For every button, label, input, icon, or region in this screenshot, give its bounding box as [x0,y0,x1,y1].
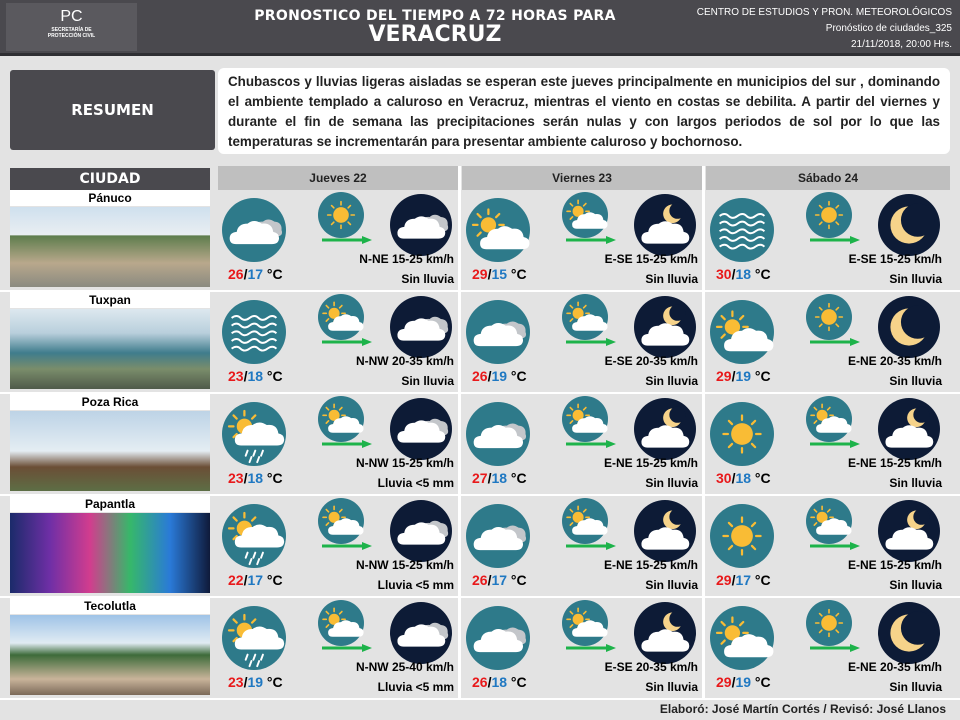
rain-icon [222,606,286,670]
wind-arrow-icon [322,338,372,346]
forecast-cell [462,190,702,290]
temp-unit: °C [507,266,527,282]
forecast-cell [462,394,702,494]
city-photo [10,411,210,491]
forecast-cell [462,598,702,698]
partly-cloudy-icon [466,198,530,262]
fog-icon [222,300,286,364]
product-name: Pronóstico de ciudades_325 [825,23,952,34]
forecast-cell [218,292,458,392]
city-row [0,394,960,494]
city-column-header: CIUDAD [10,168,210,190]
night-cloudy-icon [390,296,452,358]
temp-max: 23 [228,470,244,486]
wind-text: E-SE 20-35 km/h [604,354,698,368]
rain-text: Sin lluvia [645,578,698,592]
partly-cloudy-icon [710,300,774,364]
wind-text: E-NE 20-35 km/h [847,354,942,368]
forecast-cell [218,598,458,698]
temperature [716,572,771,588]
night-moon-icon [878,602,940,664]
wind-text: E-NE 15-25 km/h [603,456,698,470]
temp-min: 19 [247,674,264,690]
rain-text: Sin lluvia [889,272,942,286]
sunny-icon [806,600,852,646]
city-name: Tuxpan [10,292,210,308]
temperature [228,470,283,486]
temp-min: 18 [735,266,752,282]
temp-max: 23 [228,674,244,690]
wind-arrow-icon [810,440,860,448]
temp-separator: / [243,674,248,690]
partly-cloudy-icon [318,294,364,340]
temp-separator: / [487,470,492,486]
summary-label: RESUMEN [10,70,215,150]
logo-main: PC [60,8,83,25]
temp-max: 29 [716,674,732,690]
temp-separator: / [487,368,492,384]
wind-arrow-icon [810,236,860,244]
temp-max: 22 [228,572,244,588]
temp-max: 26 [472,368,488,384]
night-cloudy-icon [390,602,452,664]
temp-separator: / [243,368,248,384]
logo [6,3,137,51]
forecast-cell [462,496,702,596]
rain-text: Sin lluvia [889,374,942,388]
temp-separator: / [487,266,492,282]
temp-separator: / [487,572,492,588]
temp-min: 15 [491,266,508,282]
city-row [0,292,960,392]
wind-text: E-NE 15-25 km/h [847,456,942,470]
partly-cloudy-icon [562,396,608,442]
wind-arrow-icon [810,542,860,550]
partly-cloudy-icon [318,396,364,442]
city-row [0,190,960,290]
temperature [472,266,527,282]
temp-unit: °C [263,674,283,690]
center-name: CENTRO DE ESTUDIOS Y PRON. METEOROLÓGICOS [696,7,952,18]
temp-unit: °C [263,368,283,384]
temp-max: 26 [472,572,488,588]
partly-cloudy-icon [710,606,774,670]
partly-cloudy-icon [562,498,608,544]
cloudy-icon [466,504,530,568]
wind-arrow-icon [322,236,372,244]
city-name: Pánuco [10,190,210,206]
wind-arrow-icon [566,236,616,244]
night-cloudy-icon [390,194,452,256]
sunny-icon [318,192,364,238]
temp-min: 18 [735,470,752,486]
temperature [472,572,527,588]
city-name: Tecolutla [10,598,210,614]
temp-min: 19 [735,368,752,384]
temp-max: 29 [472,266,488,282]
sunny-icon [710,504,774,568]
temp-max: 26 [472,674,488,690]
temp-min: 17 [247,572,264,588]
temperature [472,470,527,486]
temp-separator: / [731,470,736,486]
wind-arrow-icon [322,542,372,550]
temp-unit: °C [263,266,283,282]
wind-text: N-NE 15-25 km/h [359,252,454,266]
temp-unit: °C [263,470,283,486]
partly-cloudy-icon [318,600,364,646]
night-moon-cloud-icon [634,296,696,358]
header-bar [0,0,960,56]
partly-cloudy-icon [562,294,608,340]
temp-unit: °C [751,572,771,588]
temp-unit: °C [507,368,527,384]
wind-text: E-SE 20-35 km/h [604,660,698,674]
city-photo [10,513,210,593]
temp-max: 26 [228,266,244,282]
sunny-icon [806,294,852,340]
temp-min: 17 [491,572,508,588]
night-moon-cloud-icon [634,500,696,562]
night-moon-cloud-icon [878,500,940,562]
rain-text: Lluvia <5 mm [377,476,454,490]
day-header-3: Sábado 24 [706,166,950,190]
column-divider [458,166,461,700]
temp-unit: °C [507,470,527,486]
sunny-icon [806,192,852,238]
wind-text: E-SE 15-25 km/h [848,252,942,266]
temperature [228,368,283,384]
night-moon-cloud-icon [634,602,696,664]
rain-text: Sin lluvia [645,476,698,490]
temp-min: 18 [491,674,508,690]
night-cloudy-icon [390,500,452,562]
rain-icon [222,504,286,568]
wind-arrow-icon [566,542,616,550]
partly-cloudy-icon [806,396,852,442]
city-photo [10,207,210,287]
temperature [472,368,527,384]
wind-text: E-NE 20-35 km/h [847,660,942,674]
temp-max: 29 [716,572,732,588]
temp-min: 17 [735,572,752,588]
cloudy-icon [466,300,530,364]
temp-max: 30 [716,470,732,486]
temp-unit: °C [507,572,527,588]
rain-text: Sin lluvia [645,374,698,388]
temp-unit: °C [751,368,771,384]
temperature [716,674,771,690]
day-header-1: Jueves 22 [218,166,458,190]
night-cloudy-icon [390,398,452,460]
temp-min: 18 [491,470,508,486]
partly-cloudy-icon [562,192,608,238]
wind-arrow-icon [566,644,616,652]
forecast-cell [706,190,946,290]
rain-text: Lluvia <5 mm [377,680,454,694]
temp-separator: / [243,572,248,588]
partly-cloudy-icon [318,498,364,544]
rain-text: Sin lluvia [889,578,942,592]
cloudy-icon [466,402,530,466]
wind-arrow-icon [810,338,860,346]
partly-cloudy-icon [806,498,852,544]
night-moon-icon [878,296,940,358]
temp-max: 27 [472,470,488,486]
wind-arrow-icon [322,440,372,448]
city-name: Poza Rica [10,394,210,410]
temp-min: 18 [247,470,264,486]
temp-unit: °C [751,674,771,690]
city-row [0,598,960,698]
temp-min: 18 [247,368,264,384]
temp-separator: / [487,674,492,690]
night-moon-cloud-icon [634,398,696,460]
temperature [716,368,771,384]
forecast-cell [218,190,458,290]
temp-min: 17 [247,266,264,282]
temperature [472,674,527,690]
temp-separator: / [731,572,736,588]
night-moon-cloud-icon [878,398,940,460]
temp-max: 29 [716,368,732,384]
cloudy-icon [466,606,530,670]
forecast-cell [462,292,702,392]
wind-text: E-NE 15-25 km/h [847,558,942,572]
temp-max: 30 [716,266,732,282]
day-header-2: Viernes 23 [462,166,702,190]
rain-text: Sin lluvia [401,272,454,286]
wind-arrow-icon [810,644,860,652]
wind-text: E-SE 15-25 km/h [604,252,698,266]
sunny-icon [710,402,774,466]
rain-text: Sin lluvia [645,680,698,694]
temperature [716,470,771,486]
temp-unit: °C [751,470,771,486]
temp-separator: / [243,266,248,282]
wind-arrow-icon [322,644,372,652]
city-row [0,496,960,596]
rain-text: Sin lluvia [645,272,698,286]
temp-min: 19 [491,368,508,384]
rain-text: Sin lluvia [889,476,942,490]
wind-text: N-NW 15-25 km/h [355,558,454,572]
wind-arrow-icon [566,338,616,346]
forecast-cell [706,496,946,596]
page-title [230,8,640,46]
rain-text: Sin lluvia [401,374,454,388]
issue-date: 21/11/2018, 20:00 Hrs. [851,39,952,50]
title-line1: PRONOSTICO DEL TIEMPO A 72 HORAS PARA [254,8,616,24]
city-photo [10,309,210,389]
temp-unit: °C [751,266,771,282]
wind-text: N-NW 25-40 km/h [355,660,454,674]
temperature [228,266,283,282]
temp-separator: / [731,674,736,690]
forecast-cell [706,292,946,392]
footer-credits: Elaboró: José Martín Cortés / Revisó: José Llanos [659,702,946,716]
city-photo [10,615,210,695]
night-moon-icon [878,194,940,256]
forecast-cell [706,598,946,698]
wind-text: N-NW 20-35 km/h [355,354,454,368]
temp-separator: / [731,368,736,384]
wind-arrow-icon [566,440,616,448]
temp-separator: / [731,266,736,282]
fog-icon [710,198,774,262]
rain-text: Sin lluvia [889,680,942,694]
title-line2: VERACRUZ [368,22,502,47]
logo-sub: SECRETARÍA DE PROTECCIÓN CIVIL [47,27,96,39]
forecast-cell [218,496,458,596]
temperature [716,266,771,282]
forecast-cell [218,394,458,494]
wind-text: E-NE 15-25 km/h [603,558,698,572]
rain-icon [222,402,286,466]
forecast-cell [706,394,946,494]
rain-text: Lluvia <5 mm [377,578,454,592]
column-divider [702,166,705,700]
cloudy-icon [222,198,286,262]
temp-min: 19 [735,674,752,690]
temperature [228,674,283,690]
summary-text: Chubascos y lluvias ligeras aisladas se esperan este jueves principalmente en municipios del sur , dominando el ambiente templado a caluroso en Veracruz, mientras el viento en costas se debilita. A partir del viernes y durante el fin de semana las precipitaciones serán nulas y con largos periodos de sol por lo que las temperaturas se incrementarán para presentar ambiente caluroso y bochornoso. [218,68,950,154]
row-divider [0,698,960,700]
partly-cloudy-icon [562,600,608,646]
header-info [697,5,952,53]
temp-max: 23 [228,368,244,384]
city-name: Papantla [10,496,210,512]
wind-text: N-NW 15-25 km/h [355,456,454,470]
temp-separator: / [243,470,248,486]
temp-unit: °C [263,572,283,588]
temp-unit: °C [507,674,527,690]
night-moon-cloud-icon [634,194,696,256]
temperature [228,572,283,588]
